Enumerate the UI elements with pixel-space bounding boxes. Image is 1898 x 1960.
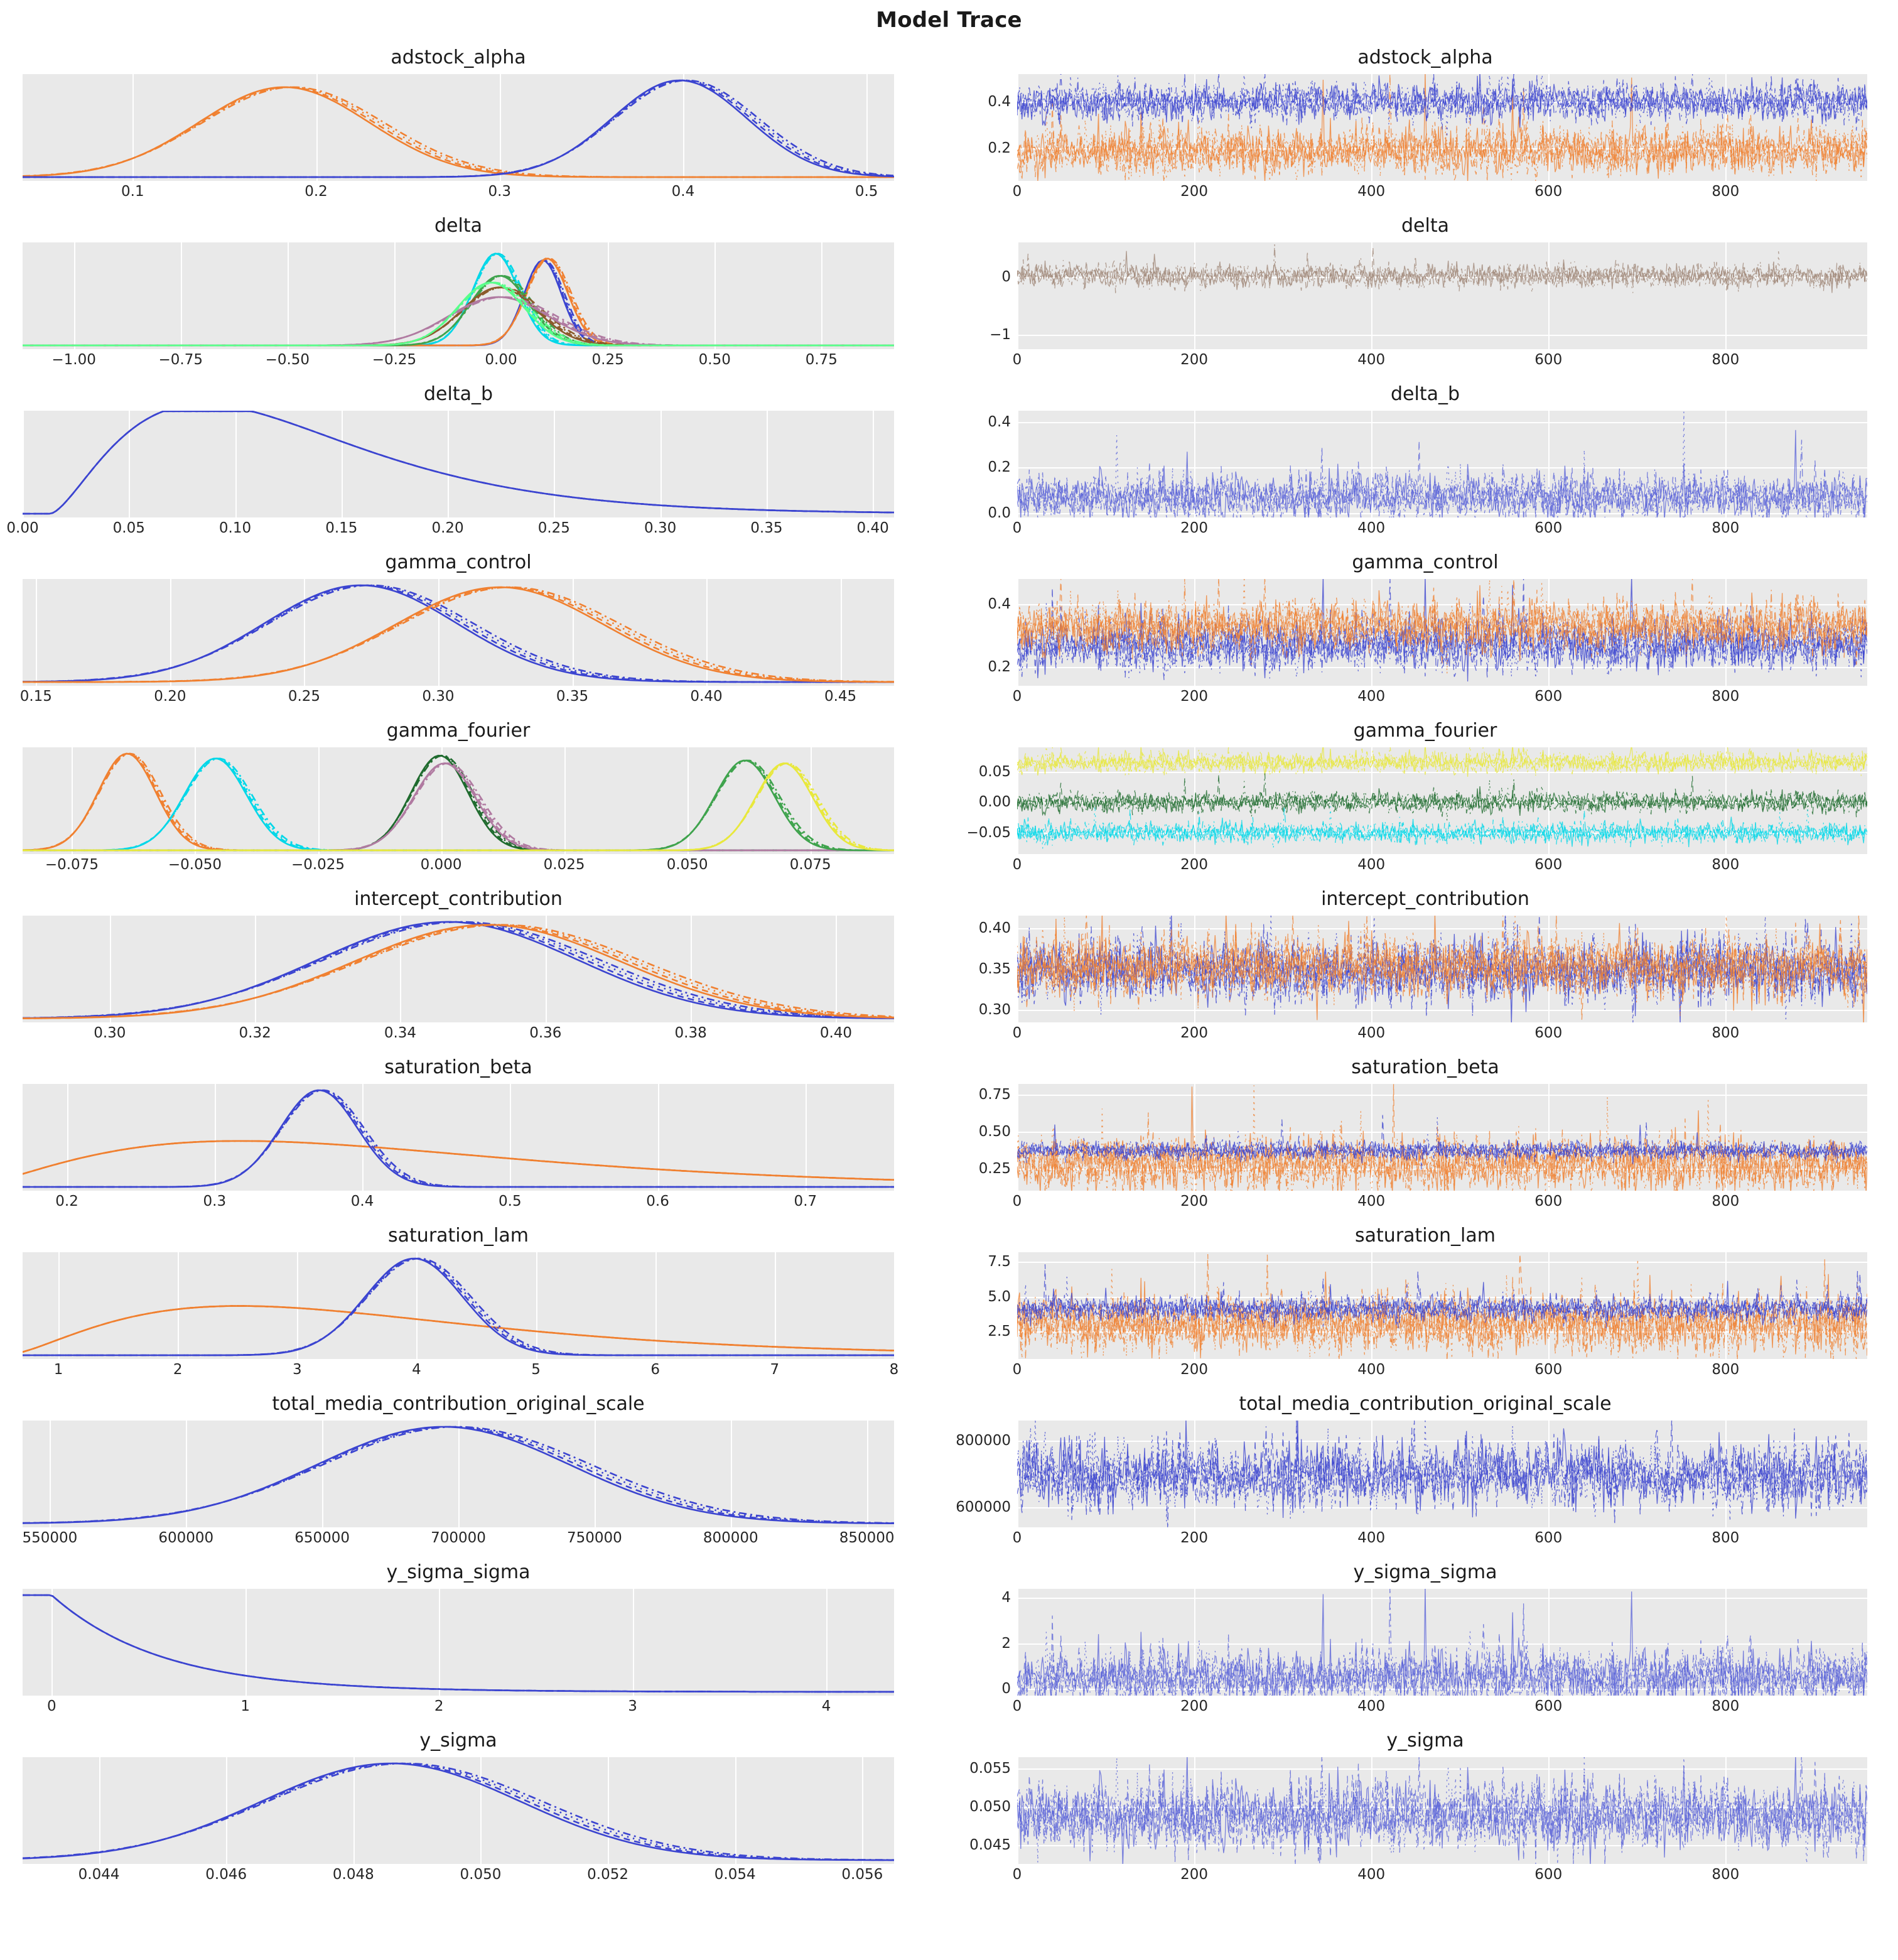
panel-delta_b_density [6, 382, 898, 550]
plot-area [23, 411, 894, 517]
x-tick-label: 800 [1712, 1530, 1740, 1546]
x-tick-label: 4 [412, 1362, 421, 1378]
x-tick-label: 0.00 [6, 520, 39, 536]
trace-lines [1017, 242, 1867, 349]
x-tick-label: 0.10 [218, 520, 252, 536]
y-axis [979, 1589, 1016, 1696]
x-tick-label: 0 [1012, 1866, 1022, 1883]
x-tick-label: 0.45 [824, 688, 857, 705]
y-tick-label: 0.50 [978, 1123, 1011, 1140]
x-tick-label: 400 [1357, 688, 1386, 705]
x-axis [1012, 1866, 1867, 1885]
x-tick-label: 0.000 [420, 857, 462, 873]
x-tick-label: 5 [531, 1362, 541, 1378]
x-tick-label: −0.025 [291, 857, 345, 873]
plot-area [23, 579, 894, 686]
x-tick-label: 0.054 [714, 1866, 756, 1883]
plot-area [1017, 1757, 1867, 1864]
x-tick-label: 0.25 [537, 520, 570, 536]
panel-saturation_lam_trace [979, 1223, 1871, 1392]
x-tick-label: 0 [1012, 688, 1022, 705]
panel-delta_b_trace [979, 382, 1871, 550]
x-axis [23, 352, 894, 371]
x-tick-label: 600 [1534, 352, 1563, 368]
x-tick-label: 800 [1712, 857, 1740, 873]
x-tick-label: −0.050 [168, 857, 222, 873]
y-tick-label: 0.4 [988, 94, 1011, 111]
x-tick-label: 800 [1712, 1025, 1740, 1041]
trace-lines [1017, 916, 1867, 1022]
y-tick-label: 0.050 [969, 1798, 1011, 1815]
trace-lines [1017, 747, 1867, 854]
x-tick-label: 0.25 [288, 688, 321, 705]
y-tick-label: 0.00 [978, 794, 1011, 811]
x-tick-label: 0.046 [205, 1866, 247, 1883]
density-curves [23, 1421, 894, 1527]
panel-title: y_sigma [419, 1730, 497, 1752]
trace-row [0, 887, 1898, 1055]
panel-intercept_contribution_density [19, 887, 898, 1055]
x-tick-label: 600 [1534, 1193, 1563, 1210]
panel-title: delta_b [423, 383, 493, 405]
panel-title: gamma_control [385, 551, 532, 573]
x-tick-label: −1.00 [51, 352, 96, 368]
x-tick-label: 200 [1180, 1193, 1209, 1210]
y-tick-label: 0.05 [978, 763, 1011, 780]
x-tick-label: 400 [1357, 520, 1386, 536]
density-curves [23, 1252, 894, 1359]
x-axis [23, 1362, 899, 1380]
panel-title: intercept_contribution [354, 888, 563, 910]
x-tick-label: 0 [1012, 1025, 1022, 1041]
x-tick-label: 600 [1534, 183, 1563, 200]
x-tick-label: 7 [770, 1362, 780, 1378]
x-tick-label: 0 [46, 1698, 57, 1714]
x-tick-label: 800 [1712, 1866, 1740, 1883]
y-tick-label: 0.30 [978, 1002, 1011, 1019]
panel-title: intercept_contribution [1321, 888, 1529, 910]
x-tick-label: −0.75 [158, 352, 203, 368]
x-axis [1012, 1362, 1867, 1380]
x-tick-label: 0.25 [591, 352, 624, 368]
panel-title: saturation_lam [1355, 1225, 1496, 1247]
panel-title: saturation_beta [1351, 1056, 1499, 1078]
x-tick-label: 0 [1012, 1698, 1022, 1714]
x-tick-label: 0 [1012, 520, 1022, 536]
x-axis [19, 688, 894, 707]
x-tick-label: 400 [1357, 1193, 1386, 1210]
x-tick-label: 200 [1180, 688, 1209, 705]
x-tick-label: 800 [1712, 520, 1740, 536]
x-tick-label: 0.048 [332, 1866, 374, 1883]
x-tick-label: 800 [1712, 183, 1740, 200]
plot-area [23, 1084, 894, 1191]
density-curves [23, 747, 894, 854]
trace-lines [1017, 1757, 1867, 1864]
trace-row [0, 1392, 1898, 1560]
plot-area [1017, 1252, 1867, 1359]
x-tick-label: 0.4 [350, 1193, 374, 1210]
y-tick-label: 0.2 [988, 140, 1011, 157]
x-tick-label: 0 [1012, 1193, 1022, 1210]
x-tick-label: 0.30 [94, 1025, 126, 1041]
x-tick-label: 0.38 [674, 1025, 707, 1041]
x-tick-label: 0.050 [666, 857, 708, 873]
x-tick-label: 0.6 [646, 1193, 669, 1210]
y-axis [956, 1421, 1016, 1527]
plot-area [23, 916, 894, 1022]
x-tick-label: 0.35 [556, 688, 589, 705]
y-axis [979, 1084, 1016, 1191]
x-tick-label: 800 [1712, 1698, 1740, 1714]
x-tick-label: 0.052 [587, 1866, 629, 1883]
x-tick-label: 200 [1180, 520, 1209, 536]
x-tick-label: 600 [1534, 857, 1563, 873]
y-tick-label: −0.05 [966, 825, 1011, 841]
y-tick-label: 5.0 [988, 1288, 1011, 1305]
x-tick-label: 200 [1180, 1530, 1209, 1546]
panel-delta_density [19, 214, 898, 382]
trace-lines [1017, 1589, 1867, 1696]
plot-area [1017, 411, 1867, 517]
y-tick-label: 0.2 [988, 659, 1011, 675]
panel-adstock_alpha_density [19, 45, 898, 214]
panel-adstock_alpha_trace [979, 45, 1871, 214]
panel-saturation_beta_trace [979, 1055, 1871, 1223]
trace-row [0, 1560, 1898, 1728]
x-tick-label: 0.35 [750, 520, 783, 536]
y-tick-label: 2.5 [988, 1323, 1011, 1340]
x-tick-label: 800 [1712, 1362, 1740, 1378]
x-tick-label: 3 [292, 1362, 302, 1378]
x-axis [1012, 1025, 1867, 1044]
panel-saturation_lam_density [19, 1223, 898, 1392]
trace-lines [1017, 74, 1867, 181]
panel-saturation_beta_density [19, 1055, 898, 1223]
x-tick-label: 0.044 [78, 1866, 120, 1883]
trace-row [0, 1223, 1898, 1392]
trace-lines [1017, 411, 1867, 517]
plot-area [23, 1252, 894, 1359]
x-axis [1012, 857, 1867, 875]
x-tick-label: 0.4 [671, 183, 695, 200]
plot-area [23, 242, 894, 349]
x-tick-label: 400 [1357, 1025, 1386, 1041]
panel-y_sigma_sigma_trace [979, 1560, 1871, 1728]
plot-area [23, 1589, 894, 1696]
x-tick-label: 0.1 [121, 183, 144, 200]
x-tick-label: 200 [1180, 1698, 1209, 1714]
x-tick-label: 750000 [566, 1530, 622, 1546]
y-tick-label: 0.4 [988, 596, 1011, 612]
x-axis [1012, 352, 1867, 371]
x-tick-label: 0.5 [855, 183, 878, 200]
x-tick-label: 0 [1012, 1362, 1022, 1378]
panel-title: saturation_lam [388, 1225, 529, 1247]
x-tick-label: 3 [628, 1698, 637, 1714]
x-tick-label: 400 [1357, 1530, 1386, 1546]
trace-row [0, 1728, 1898, 1897]
x-tick-label: 6 [650, 1362, 661, 1378]
x-tick-label: 0.00 [485, 352, 517, 368]
y-tick-label: 800000 [956, 1432, 1011, 1449]
y-axis [979, 74, 1016, 181]
plot-area [1017, 579, 1867, 686]
panel-title: delta [1401, 215, 1449, 237]
plot-area [1017, 1084, 1867, 1191]
density-curves [23, 1757, 894, 1864]
x-tick-label: 1 [240, 1698, 251, 1714]
plot-area [23, 747, 894, 854]
x-tick-label: 400 [1357, 1362, 1386, 1378]
x-tick-label: 0.20 [154, 688, 186, 705]
panel-title: delta [434, 215, 482, 237]
x-tick-label: 800000 [703, 1530, 758, 1546]
x-tick-label: −0.50 [265, 352, 310, 368]
x-tick-label: 850000 [839, 1530, 895, 1546]
y-tick-label: 0.40 [978, 919, 1011, 936]
y-tick-label: 0.2 [988, 459, 1011, 476]
x-tick-label: 0.075 [789, 857, 831, 873]
y-axis [979, 916, 1016, 1022]
panel-title: delta_b [1390, 383, 1460, 405]
x-tick-label: 400 [1357, 352, 1386, 368]
x-tick-label: 1 [53, 1362, 63, 1378]
x-axis [1012, 1530, 1867, 1549]
x-tick-label: 0.20 [431, 520, 464, 536]
x-tick-label: 0.3 [488, 183, 512, 200]
x-tick-label: 0.050 [460, 1866, 502, 1883]
x-tick-label: 800 [1712, 1193, 1740, 1210]
plot-area [23, 74, 894, 181]
y-tick-label: 0 [1001, 269, 1011, 286]
y-axis [979, 579, 1016, 686]
density-curves [23, 74, 894, 181]
trace-grid [0, 45, 1898, 1897]
x-tick-label: 550000 [22, 1530, 78, 1546]
trace-row [0, 382, 1898, 550]
plot-area [1017, 1421, 1867, 1527]
x-tick-label: 0.40 [819, 1025, 853, 1041]
y-axis [966, 747, 1016, 854]
x-tick-label: 0 [1012, 1530, 1022, 1546]
density-curves [23, 579, 894, 686]
panel-title: gamma_control [1352, 551, 1499, 573]
y-tick-label: 0.055 [969, 1760, 1011, 1777]
x-tick-label: 700000 [431, 1530, 486, 1546]
panel-total_media_contribution_original_scale_density [19, 1392, 898, 1560]
y-tick-label: 0.35 [978, 961, 1011, 977]
x-tick-label: 400 [1357, 1698, 1386, 1714]
y-axis [979, 242, 1016, 349]
x-tick-label: 650000 [294, 1530, 350, 1546]
y-tick-label: 0.4 [988, 414, 1011, 431]
plot-area [23, 1757, 894, 1864]
density-curves [23, 1084, 894, 1191]
x-tick-label: 0.05 [112, 520, 145, 536]
x-tick-label: 0.32 [239, 1025, 271, 1041]
panel-title: y_sigma [1386, 1730, 1464, 1752]
x-axis [23, 857, 894, 875]
panel-gamma_control_density [19, 550, 898, 718]
plot-area [1017, 242, 1867, 349]
figure-title: Model Trace [876, 8, 1022, 33]
panel-y_sigma_trace [969, 1728, 1871, 1897]
trace-lines [1017, 1252, 1867, 1359]
y-axis [979, 411, 1016, 521]
x-tick-label: 0.30 [644, 520, 677, 536]
x-tick-label: 200 [1180, 857, 1209, 873]
y-axis [969, 1757, 1016, 1864]
panel-gamma_fourier_trace [966, 718, 1871, 887]
x-axis [1012, 183, 1867, 202]
panel-title: total_media_contribution_original_scale [1239, 1393, 1612, 1415]
density-curves [23, 1589, 894, 1696]
plot-area [1017, 74, 1867, 181]
x-axis [6, 520, 894, 539]
trace-row [0, 550, 1898, 718]
trace-lines [1017, 579, 1867, 686]
x-tick-label: 0.025 [543, 857, 585, 873]
x-tick-label: 0.3 [203, 1193, 227, 1210]
x-tick-label: 0.15 [19, 688, 52, 705]
x-axis [23, 1866, 894, 1885]
y-tick-label: 2 [1001, 1635, 1011, 1652]
panel-gamma_fourier_density [19, 718, 898, 887]
x-tick-label: 0.2 [55, 1193, 78, 1210]
x-axis [1012, 688, 1867, 707]
x-tick-label: 2 [173, 1362, 183, 1378]
x-tick-label: 8 [889, 1362, 899, 1378]
density-curves [23, 916, 894, 1022]
panel-y_sigma_density [19, 1728, 898, 1897]
x-tick-label: 400 [1357, 1866, 1386, 1883]
x-tick-label: 800 [1712, 688, 1740, 705]
x-axis [23, 1193, 894, 1212]
x-tick-label: 600 [1534, 1866, 1563, 1883]
y-tick-label: 600000 [956, 1499, 1011, 1516]
x-axis [23, 1530, 894, 1549]
x-tick-label: −0.075 [45, 857, 99, 873]
x-tick-label: 0.36 [529, 1025, 562, 1041]
x-tick-label: −0.25 [372, 352, 417, 368]
panel-title: adstock_alpha [391, 46, 526, 68]
x-tick-label: 0.40 [690, 688, 723, 705]
x-axis [23, 1698, 894, 1717]
panel-y_sigma_sigma_density [19, 1560, 898, 1728]
x-tick-label: 600 [1534, 520, 1563, 536]
x-tick-label: 600 [1534, 688, 1563, 705]
y-tick-label: 0 [1001, 1681, 1011, 1697]
x-tick-label: 200 [1180, 1866, 1209, 1883]
y-tick-label: 7.5 [988, 1253, 1011, 1270]
x-tick-label: 0.056 [841, 1866, 883, 1883]
y-axis [979, 1252, 1016, 1359]
y-tick-label: 0.045 [969, 1836, 1011, 1853]
panel-delta_trace [979, 214, 1871, 382]
y-tick-label: −1 [989, 327, 1011, 344]
x-tick-label: 0.34 [384, 1025, 417, 1041]
x-tick-label: 400 [1357, 857, 1386, 873]
x-tick-label: 0 [1012, 352, 1022, 368]
panel-title: gamma_fourier [386, 720, 531, 742]
x-tick-label: 200 [1180, 183, 1209, 200]
x-tick-label: 600 [1534, 1025, 1563, 1041]
x-axis [1012, 520, 1867, 539]
panel-total_media_contribution_original_scale_trace [956, 1392, 1871, 1560]
plot-area [1017, 916, 1867, 1022]
x-tick-label: 600 [1534, 1530, 1563, 1546]
x-tick-label: 0 [1012, 857, 1022, 873]
panel-title: gamma_fourier [1353, 720, 1497, 742]
panel-gamma_control_trace [979, 550, 1871, 718]
x-tick-label: 0.75 [805, 352, 838, 368]
x-tick-label: 0 [1012, 183, 1022, 200]
x-tick-label: 0.30 [422, 688, 455, 705]
panel-intercept_contribution_trace [979, 887, 1871, 1055]
x-axis [1012, 1193, 1867, 1212]
y-tick-label: 0.0 [988, 504, 1011, 521]
trace-row [0, 718, 1898, 887]
panel-title: y_sigma_sigma [386, 1561, 531, 1583]
x-tick-label: 0.50 [698, 352, 731, 368]
trace-row [0, 45, 1898, 214]
x-tick-label: 0.15 [325, 520, 358, 536]
x-axis [1012, 1698, 1867, 1717]
x-tick-label: 2 [434, 1698, 444, 1714]
x-tick-label: 0.2 [305, 183, 328, 200]
y-tick-label: 0.25 [978, 1160, 1011, 1177]
trace-row [0, 214, 1898, 382]
plot-area [1017, 1589, 1867, 1696]
x-axis [23, 1025, 894, 1044]
x-tick-label: 800 [1712, 352, 1740, 368]
panel-title: y_sigma_sigma [1353, 1561, 1497, 1583]
plot-area [23, 1421, 894, 1527]
density-curves [23, 242, 894, 349]
x-tick-label: 4 [821, 1698, 831, 1714]
x-tick-label: 600000 [158, 1530, 214, 1546]
x-tick-label: 600 [1534, 1698, 1563, 1714]
x-axis [23, 183, 894, 202]
x-tick-label: 0.40 [856, 520, 889, 536]
y-tick-label: 4 [1001, 1589, 1011, 1606]
plot-area [1017, 747, 1867, 854]
x-tick-label: 200 [1180, 352, 1209, 368]
panel-title: total_media_contribution_original_scale [272, 1393, 645, 1415]
x-tick-label: 0.7 [794, 1193, 817, 1210]
x-tick-label: 200 [1180, 1025, 1209, 1041]
y-tick-label: 0.75 [978, 1086, 1011, 1103]
x-tick-label: 600 [1534, 1362, 1563, 1378]
x-tick-label: 400 [1357, 183, 1386, 200]
density-curves [23, 411, 894, 517]
trace-lines [1017, 1421, 1867, 1527]
panel-title: saturation_beta [384, 1056, 532, 1078]
x-tick-label: 200 [1180, 1362, 1209, 1378]
x-tick-label: 0.5 [499, 1193, 522, 1210]
panel-title: adstock_alpha [1357, 46, 1493, 68]
trace-lines [1017, 1084, 1867, 1191]
trace-row [0, 1055, 1898, 1223]
